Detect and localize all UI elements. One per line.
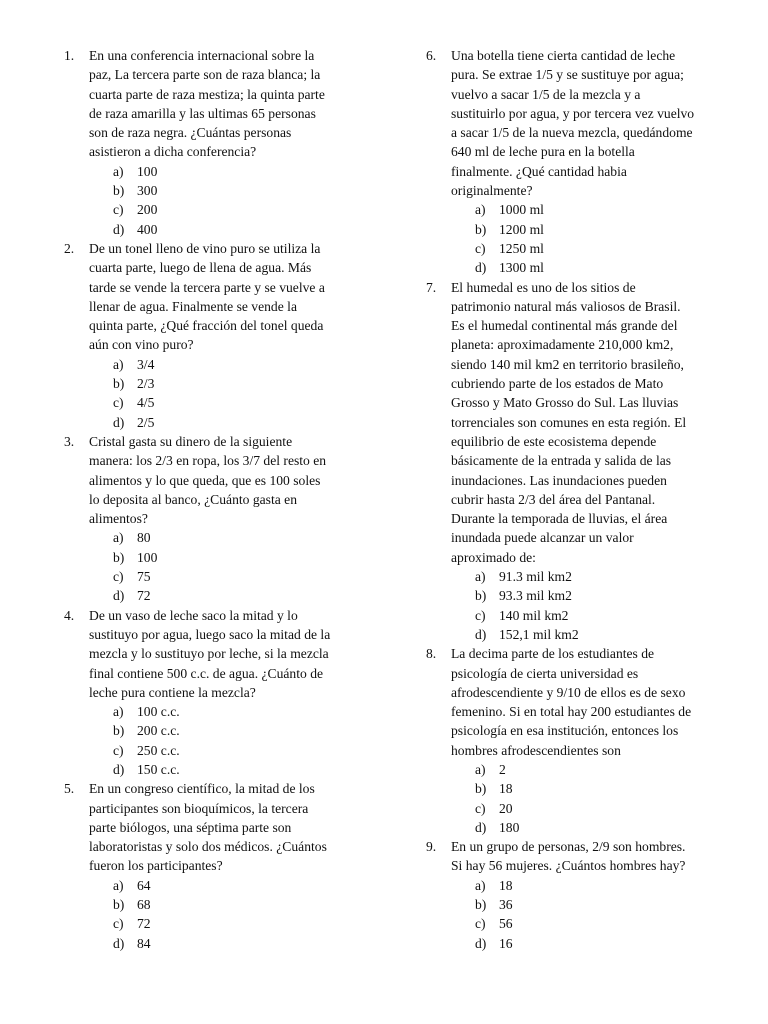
option-letter: c) <box>475 800 486 816</box>
option-value: 91.3 mil km2 <box>499 569 572 585</box>
question-line: patrimonio natural más valiosos de Brasil. <box>451 298 681 314</box>
question-line: cuarta parte de raza mestiza; la quinta parte <box>89 86 325 102</box>
question-line: aún con vino puro? <box>89 337 194 353</box>
question-row <box>426 278 726 567</box>
answer-option <box>113 914 364 933</box>
question-7 <box>426 278 726 645</box>
question-text <box>451 46 726 200</box>
answer-option <box>113 528 364 547</box>
question-line: llenar de agua. Finalmente se vende la <box>89 298 297 314</box>
answer-option <box>113 181 364 200</box>
option-letter: d) <box>113 761 125 777</box>
option-value: 1250 ml <box>499 240 544 256</box>
question-text <box>89 46 364 162</box>
question-line: De un vaso de leche saco la mitad y lo <box>89 607 298 623</box>
option-value: 300 <box>137 183 158 199</box>
option-value: 84 <box>137 935 151 951</box>
answer-option <box>113 548 364 567</box>
option-letter: b) <box>475 588 487 604</box>
option-letter: b) <box>475 897 487 913</box>
question-line: Grosso y Mato Grosso do Sul. Las lluvias <box>451 395 679 411</box>
answer-option <box>113 741 364 760</box>
option-value: 56 <box>499 916 513 932</box>
question-row <box>426 644 726 760</box>
left-column <box>64 46 364 953</box>
answer-option <box>475 606 726 625</box>
answer-option <box>113 220 364 239</box>
option-value: 18 <box>499 877 513 893</box>
question-line: vuelvo a sacar 1/5 de la mezcla y a <box>451 86 641 102</box>
option-value: 72 <box>137 588 151 604</box>
question-row <box>64 606 364 702</box>
answer-option <box>113 355 364 374</box>
question-row <box>64 432 364 528</box>
option-letter: c) <box>475 240 486 256</box>
question-line: participantes son bioquímicos, la tercera <box>89 800 309 816</box>
option-value: 180 <box>499 819 520 835</box>
question-line: sustituyo por agua, luego saco la mitad de la <box>89 626 331 642</box>
question-number: 5. <box>64 781 75 797</box>
question-line: laboratoristas y solo dos médicos. ¿Cuántos <box>89 839 327 855</box>
question-line: hombres afrodescendientes son <box>451 742 621 758</box>
question-line: a sacar 1/5 de la nueva mezcla, quedándome <box>451 125 693 141</box>
answer-option <box>113 413 364 432</box>
answer-option <box>113 200 364 219</box>
question-number: 8. <box>426 646 437 662</box>
option-value: 1000 ml <box>499 202 544 218</box>
question-text <box>451 837 726 876</box>
question-5 <box>64 779 364 953</box>
option-value: 2/3 <box>137 376 155 392</box>
question-text <box>89 239 364 355</box>
answer-option <box>475 876 726 895</box>
question-line: De un tonel lleno de vino puro se utiliza la <box>89 240 321 256</box>
option-value: 200 c.c. <box>137 723 180 739</box>
question-line: originalmente? <box>451 183 533 199</box>
question-line: alimentos? <box>89 511 148 527</box>
question-number: 7. <box>426 279 437 295</box>
question-line: Cristal gasta su dinero de la siguiente <box>89 433 293 449</box>
question-line: Es el humedal continental más grande del <box>451 318 678 334</box>
option-letter: b) <box>113 549 125 565</box>
question-line: inundaciones. Las inundaciones pueden <box>451 472 667 488</box>
question-line: siendo 140 mil km2 en territorio brasileño, <box>451 356 684 372</box>
option-value: 93.3 mil km2 <box>499 588 572 604</box>
answer-option <box>113 374 364 393</box>
question-4 <box>64 606 364 780</box>
question-1 <box>64 46 364 239</box>
option-value: 100 c.c. <box>137 704 180 720</box>
question-line: torrenciales son comunes en esta región. El <box>451 414 687 430</box>
question-line: cubriendo parte de los estados de Mato <box>451 376 664 392</box>
option-value: 16 <box>499 935 513 951</box>
option-letter: d) <box>475 260 487 276</box>
question-row <box>426 837 726 876</box>
answer-option <box>113 760 364 779</box>
question-line: fueron los participantes? <box>89 858 223 874</box>
option-value: 4/5 <box>137 395 155 411</box>
option-value: 200 <box>137 202 158 218</box>
answer-option <box>113 934 364 953</box>
option-letter: a) <box>113 530 124 546</box>
question-line: afrodescendiente y 9/10 de ellos es de sexo <box>451 684 686 700</box>
question-line: lo deposita al banco, ¿Cuánto gasta en <box>89 491 297 507</box>
question-number: 4. <box>64 607 75 623</box>
answer-options <box>426 200 726 277</box>
question-line: La decima parte de los estudiantes de <box>451 646 655 662</box>
option-letter: c) <box>113 202 124 218</box>
option-letter: c) <box>113 742 124 758</box>
option-letter: a) <box>475 569 486 585</box>
option-letter: c) <box>113 395 124 411</box>
option-letter: b) <box>113 897 125 913</box>
question-line: tarde se vende la tercera parte y se vuelve a <box>89 279 325 295</box>
question-text <box>89 432 364 528</box>
answer-option <box>475 914 726 933</box>
question-row <box>64 239 364 355</box>
option-value: 3/4 <box>137 356 155 372</box>
question-line: equilibrio de este ecosistema depende <box>451 433 657 449</box>
question-line: aproximado de: <box>451 549 536 565</box>
answer-option <box>475 934 726 953</box>
option-value: 36 <box>499 897 513 913</box>
question-line: Una botella tiene cierta cantidad de leche <box>451 48 676 63</box>
option-letter: b) <box>113 183 125 199</box>
question-line: En una conferencia internacional sobre la <box>89 48 315 63</box>
option-letter: d) <box>475 626 487 642</box>
question-line: El humedal es uno de los sitios de <box>451 279 636 295</box>
option-value: 250 c.c. <box>137 742 180 758</box>
option-letter: a) <box>475 877 486 893</box>
answer-option <box>475 200 726 219</box>
answer-options <box>426 567 726 644</box>
option-value: 72 <box>137 916 151 932</box>
question-line: Durante la temporada de lluvias, el área <box>451 511 668 527</box>
answer-options <box>426 876 726 953</box>
option-value: 1200 ml <box>499 221 544 237</box>
question-number: 1. <box>64 48 75 63</box>
answer-options <box>64 162 364 239</box>
question-6 <box>426 46 726 278</box>
question-line: de raza amarilla y las ultimas 65 personas <box>89 105 316 121</box>
answer-options <box>64 876 364 953</box>
option-letter: b) <box>475 221 487 237</box>
option-letter: b) <box>113 376 125 392</box>
question-line: leche pura contiene la mezcla? <box>89 684 256 700</box>
answer-option <box>113 702 364 721</box>
option-value: 1300 ml <box>499 260 544 276</box>
question-line: paz, La tercera parte son de raza blanca; la <box>89 67 321 83</box>
question-line: inundada puede alcanzar un valor <box>451 530 634 546</box>
option-letter: a) <box>475 202 486 218</box>
answer-options <box>426 760 726 837</box>
option-letter: a) <box>475 761 486 777</box>
option-letter: a) <box>113 356 124 372</box>
option-letter: c) <box>475 607 486 623</box>
question-line: manera: los 2/3 en ropa, los 3/7 del resto en <box>89 453 327 469</box>
question-row <box>64 46 364 162</box>
option-value: 18 <box>499 781 513 797</box>
question-line: cubrir hasta 2/3 del área del Pantanal. <box>451 491 656 507</box>
option-letter: c) <box>475 916 486 932</box>
answer-option <box>113 586 364 605</box>
question-line: finalmente. ¿Qué cantidad habia <box>451 163 627 179</box>
option-letter: a) <box>113 163 124 179</box>
option-letter: a) <box>113 704 124 720</box>
option-letter: d) <box>113 588 125 604</box>
option-value: 150 c.c. <box>137 761 180 777</box>
question-line: son de raza negra. ¿Cuántas personas <box>89 125 292 141</box>
option-value: 140 mil km2 <box>499 607 569 623</box>
right-column <box>426 46 726 953</box>
option-letter: d) <box>113 935 125 951</box>
question-line: asistieron a dicha conferencia? <box>89 144 257 160</box>
option-letter: d) <box>113 221 125 237</box>
question-3 <box>64 432 364 606</box>
question-line: 640 ml de leche pura en la botella <box>451 144 635 160</box>
answer-option <box>113 567 364 586</box>
option-value: 2 <box>499 761 506 777</box>
question-line: Si hay 56 mujeres. ¿Cuántos hombres hay? <box>451 858 686 874</box>
question-row <box>426 46 726 200</box>
option-letter: b) <box>475 781 487 797</box>
question-number: 2. <box>64 240 75 256</box>
answer-options <box>64 702 364 779</box>
question-9 <box>426 837 726 953</box>
answer-option <box>475 760 726 779</box>
question-line: parte biólogos, una séptima parte son <box>89 819 292 835</box>
question-line: cuarta parte, luego de llena de agua. Más <box>89 260 312 276</box>
question-2 <box>64 239 364 432</box>
answer-option <box>475 779 726 798</box>
question-line: mezcla y lo sustituyo por leche, si la mezcla <box>89 646 329 662</box>
option-value: 80 <box>137 530 151 546</box>
answer-options <box>64 355 364 432</box>
question-line: psicología en esa institución, entonces los <box>451 723 679 739</box>
question-line: En un grupo de personas, 2/9 son hombres. <box>451 839 686 855</box>
question-line: final contiene 500 c.c. de agua. ¿Cuánto de <box>89 665 324 681</box>
option-value: 100 <box>137 549 158 565</box>
question-line: básicamente de la entrada y salida de las <box>451 453 672 469</box>
answer-option <box>475 799 726 818</box>
answer-option <box>475 567 726 586</box>
option-letter: c) <box>113 916 124 932</box>
answer-option <box>475 895 726 914</box>
option-value: 152,1 mil km2 <box>499 626 579 642</box>
question-line: pura. Se extrae 1/5 y se sustituye por agua; <box>451 67 684 83</box>
option-letter: d) <box>113 414 125 430</box>
question-text <box>451 278 726 567</box>
answer-option <box>113 162 364 181</box>
question-text <box>89 779 364 875</box>
answer-option <box>475 258 726 277</box>
question-number: 3. <box>64 433 75 449</box>
question-number: 9. <box>426 839 437 855</box>
answer-option <box>475 818 726 837</box>
question-line: alimentos y lo que queda, que es 100 soles <box>89 472 321 488</box>
option-value: 20 <box>499 800 513 816</box>
question-number: 6. <box>426 48 437 63</box>
answer-option <box>113 393 364 412</box>
option-letter: b) <box>113 723 125 739</box>
question-line: quinta parte, ¿Qué fracción del tonel queda <box>89 318 324 334</box>
option-value: 64 <box>137 877 151 893</box>
question-line: femenino. Si en total hay 200 estudiantes de <box>451 704 692 720</box>
answer-option <box>113 721 364 740</box>
question-text <box>451 644 726 760</box>
question-line: psicología de cierta universidad es <box>451 665 639 681</box>
option-letter: d) <box>475 819 487 835</box>
question-8 <box>426 644 726 837</box>
answer-options <box>64 528 364 605</box>
answer-option <box>475 625 726 644</box>
question-line: En un congreso científico, la mitad de los <box>89 781 315 797</box>
answer-option <box>113 895 364 914</box>
option-value: 400 <box>137 221 158 237</box>
option-value: 68 <box>137 897 151 913</box>
question-line: planeta: aproximadamente 210,000 km2, <box>451 337 674 353</box>
answer-option <box>475 220 726 239</box>
question-text <box>89 606 364 702</box>
question-row <box>64 779 364 875</box>
answer-option <box>113 876 364 895</box>
option-letter: c) <box>113 569 124 585</box>
answer-option <box>475 586 726 605</box>
option-value: 2/5 <box>137 414 155 430</box>
option-value: 75 <box>137 569 151 585</box>
option-letter: d) <box>475 935 487 951</box>
question-line: sustituirlo por agua, y por tercera vez vuelvo <box>451 105 695 121</box>
option-value: 100 <box>137 163 158 179</box>
answer-option <box>475 239 726 258</box>
option-letter: a) <box>113 877 124 893</box>
